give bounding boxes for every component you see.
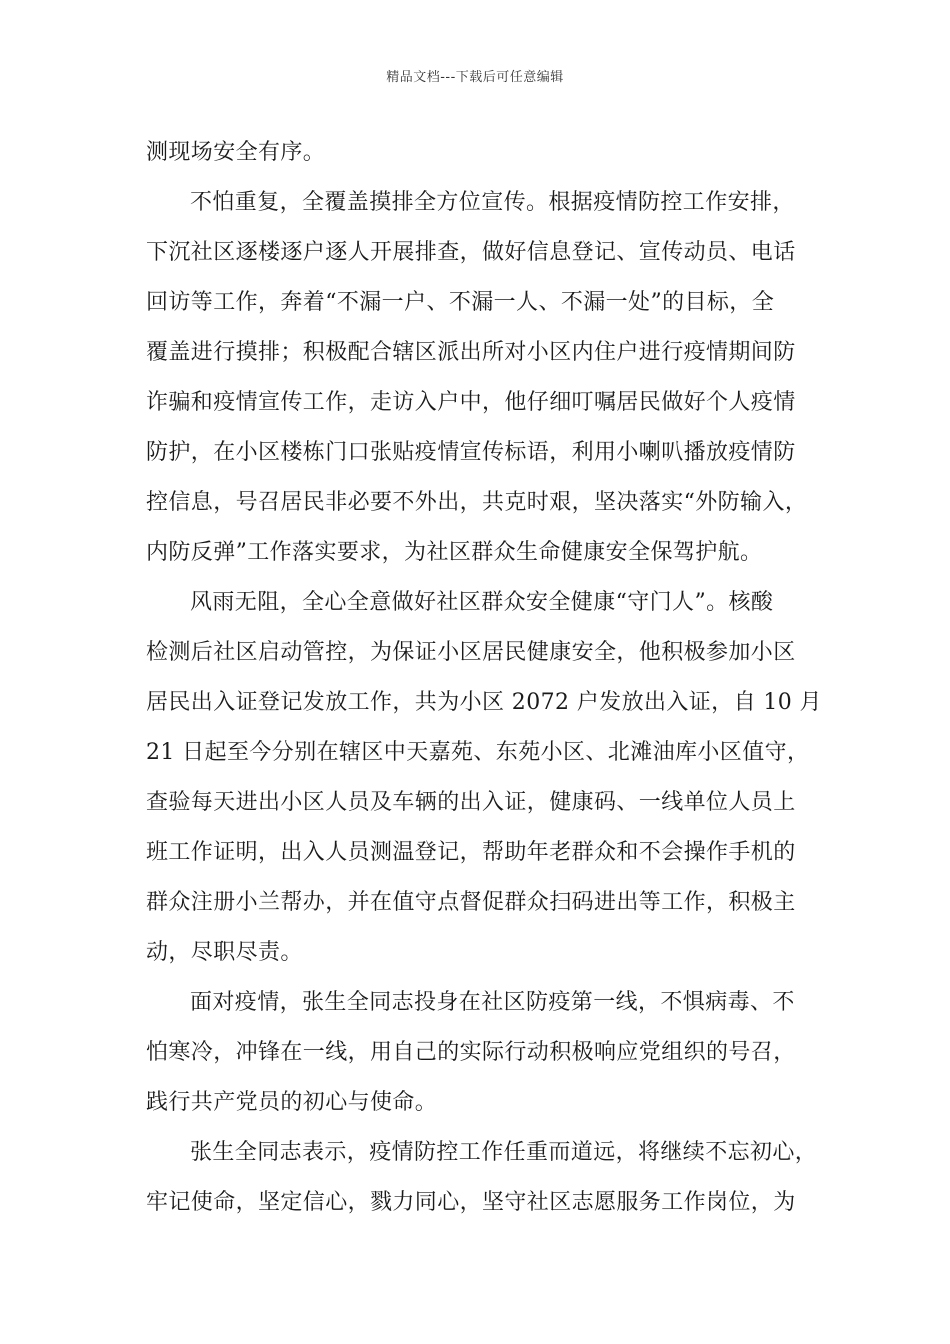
text-line: 践行共产党员的初心与使命。 xyxy=(146,1090,438,1115)
paragraph-start-line: 风雨无阻，全心全意做好社区群众安全健康“守门人”。核酸 xyxy=(190,590,774,615)
text-line: 覆盖进行摸排；积极配合辖区派出所对小区内住户进行疫情期间防 xyxy=(146,340,796,365)
text-line: 控信息，号召居民非必要不外出，共克时艰，坚决落实“外防输入， xyxy=(146,490,808,515)
paragraph-start-line: 不怕重复，全覆盖摸排全方位宣传。根据疫情防控工作安排， xyxy=(190,190,795,215)
text-line: 班工作证明，出入人员测温登记，帮助年老群众和不会操作手机的 xyxy=(146,840,796,865)
page-header: 精品文档---下载后可任意编辑 xyxy=(386,70,564,85)
text-line: 回访等工作，奔着“不漏一户、不漏一人、不漏一处”的目标，全 xyxy=(146,290,775,315)
text-line: 群众注册小兰帮办，并在值守点督促群众扫码进出等工作，积极主 xyxy=(146,890,796,915)
text-line: 测现场安全有序。 xyxy=(146,140,326,165)
text-line: 21 日起至今分别在辖区中天嘉苑、东苑小区、北滩油库小区值守， xyxy=(146,740,810,765)
paragraph-start-line: 张生全同志表示，疫情防控工作任重而道远，将继续不忘初心， xyxy=(190,1140,818,1165)
text-line: 内防反弹”工作落实要求，为社区群众生命健康安全保驾护航。 xyxy=(146,540,763,565)
text-line: 查验每天进出小区人员及车辆的出入证，健康码、一线单位人员上 xyxy=(146,790,796,815)
text-line: 防护，在小区楼栋门口张贴疫情宣传标语，利用小喇叭播放疫情防 xyxy=(146,440,796,465)
document-body xyxy=(146,128,822,1228)
text-line: 动，尽职尽责。 xyxy=(146,940,303,965)
text-line: 下沉社区逐楼逐户逐人开展排查，做好信息登记、宣传动员、电话 xyxy=(146,240,796,265)
text-line: 牢记使命，坚定信心，戮力同心，坚守社区志愿服务工作岗位，为 xyxy=(146,1190,796,1215)
text-line: 居民出入证登记发放工作，共为小区 2072 户发放出入证，自 10 月 xyxy=(146,690,822,715)
text-line: 检测后社区启动管控，为保证小区居民健康安全，他积极参加小区 xyxy=(146,640,796,665)
paragraph-start-line: 面对疫情，张生全同志投身在社区防疫第一线，不惧病毒、不 xyxy=(190,990,795,1015)
text-line: 诈骗和疫情宣传工作，走访入户中，他仔细叮嘱居民做好个人疫情 xyxy=(146,390,796,415)
text-line: 怕寒冷，冲锋在一线，用自己的实际行动积极响应党组织的号召， xyxy=(146,1040,796,1065)
